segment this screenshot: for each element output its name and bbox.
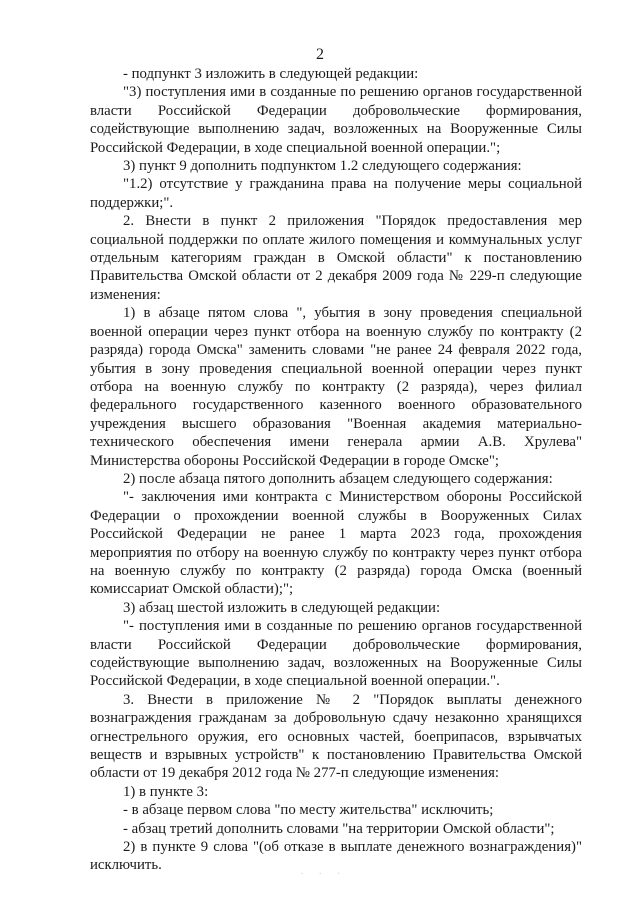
paragraph-section-3: 3. Внести в приложение № 2 "Порядок выплаты денежного вознаграждения гражданам за добровольную сдачу незаконно хранящихся огнестрельного оружия, его основных частей, боеприпасов, взрывчатых веществ и взрывных устройств" к постановлению Правительства Омской области от 19 декабря 2012 года № 277-п следующие изменения: <box>90 691 582 782</box>
paragraph-section-3-item-1: 1) в пункте 3: <box>123 783 209 800</box>
paragraph-point-9-heading: 3) пункт 9 дополнить подпунктом 1.2 следующего содержания: <box>123 158 522 175</box>
paragraph-section-2-item-3-text: "- поступления ими в созданные по решению органов государственной власти Российской Федерации добровольческие формирования, содействующие выполнению задач, возложенных на Вооруженные Силы Российской Федерации, в ходе специальной военной операции.". <box>90 618 582 690</box>
scan-noise: · · · <box>300 868 347 880</box>
document-body <box>90 65 582 875</box>
paragraph-section-3-item-1-b: - абзац третий дополнить словами "на территории Омской области"; <box>123 820 555 837</box>
paragraph-subpoint-3-text: "3) поступления ими в созданные по решению органов государственной власти Российской Федерации добровольческие формирования, содействующие выполнению задач, возложенных на Вооруженные Силы Российской Федерации, в ходе специальной военной операции."; <box>90 84 582 156</box>
paragraph-section-2: 2. Внести в пункт 2 приложения "Порядок предоставления мер социальной поддержки по оплате жилого помещения и коммунальных услуг отдельным категориям граждан в Омской области" к постановлению Правительства Омской области от 2 декабря 2009 года № 229-п следующие изменения: <box>90 213 582 303</box>
paragraph-section-3-item-1-a: - в абзаце первом слова "по месту жительства" исключить; <box>123 802 494 819</box>
paragraph-subpoint-3-heading: - подпункт 3 изложить в следующей редакции: <box>123 66 419 82</box>
paragraph-section-2-item-2: 2) после абзаца пятого дополнить абзацем следующего содержания: <box>123 470 553 487</box>
paragraph-section-2-item-3: 3) абзац шестой изложить в следующей редакции: <box>123 599 441 616</box>
paragraph-section-3-item-2: 2) в пункте 9 слова "(об отказе в выплате денежного вознаграждения)" исключить. <box>90 839 582 874</box>
page-number: 2 <box>316 46 324 63</box>
paragraph-point-9-text: "1.2) отсутствие у гражданина права на получение меры социальной поддержки;". <box>90 176 582 211</box>
paragraph-section-2-item-2-text: "- заключения ими контракта с Министерством обороны Российской Федерации о прохождении военной службы в Вооруженных Силах Российской Федерации не ранее 1 марта 2023 года, прохождения мероприятия по отбору на военную службу по контракту через пункт отбора на военную службу по контракту (2 разряда) города Омска (военный комиссариат Омской области);"; <box>90 489 582 598</box>
paragraph-section-2-item-1: 1) в абзаце пятом слова ", убытия в зону проведения специальной военной операции через пункт отбора на военную службу по контракту (2 разряда) города Омска" заменить словами "не ранее 24 февраля 2022 года, убытия в зону проведения специальной военной операции через пункт отбора на военную службу по контракту (2 разряда), через филиал федерального государственного казенного военного образовательного учреждения высшего образования "Военная академия материально-технического обеспечения имени генерала армии А.В. Хрулева" Министерства обороны Российской Федерации в городе Омске"; <box>90 305 582 469</box>
